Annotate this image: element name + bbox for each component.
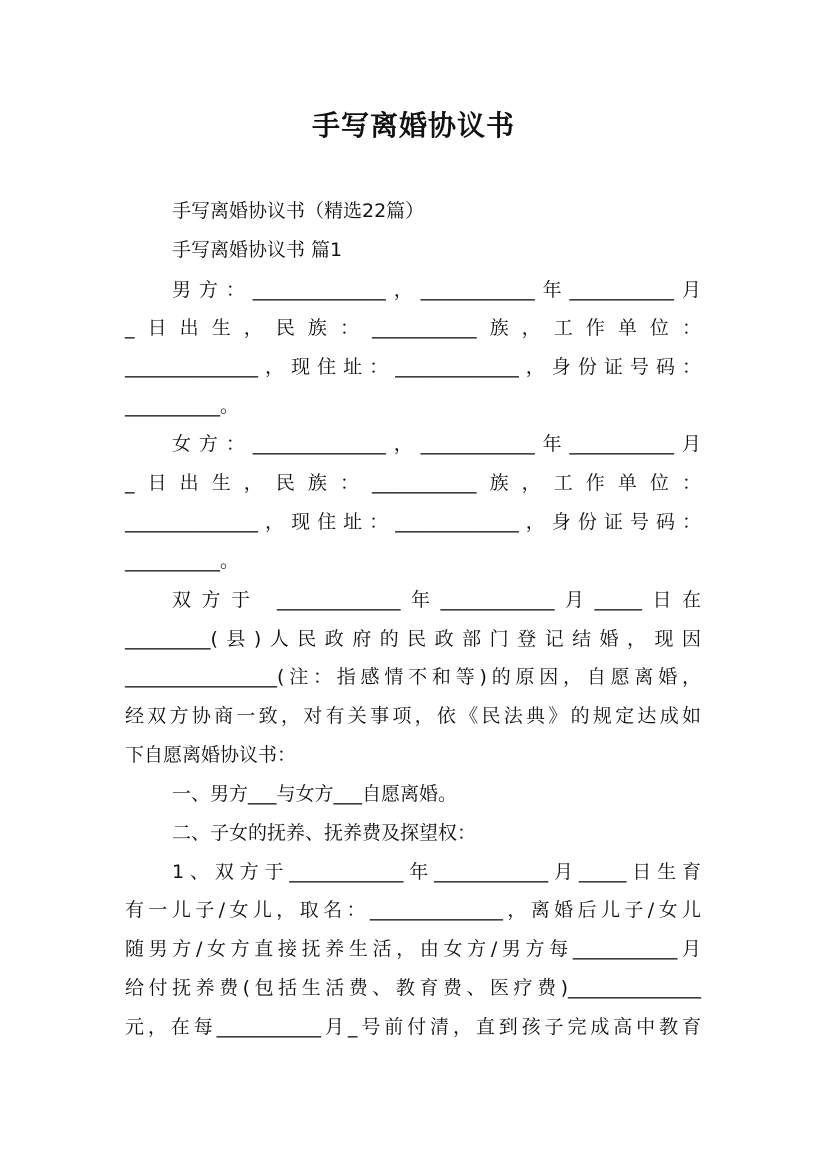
paragraph-line: 1、双方于____________年____________月_____日生育 bbox=[172, 861, 701, 883]
paragraph-line: _日出生，民族：___________族，工作单位： bbox=[125, 472, 701, 494]
clause-heading: 一、男方___与女方___自愿离婚。 bbox=[172, 783, 458, 805]
paragraph-line: 元，在每___________月_号前付清，直到孩子完成高中教育 bbox=[125, 1016, 701, 1038]
paragraph-line: __________。 bbox=[125, 550, 240, 572]
paragraph-line: 给付抚养费(包括生活费、教育费、医疗费)______________ bbox=[125, 977, 701, 999]
paragraph-line: 随男方/女方直接抚养生活，由女方/男方每___________月 bbox=[125, 938, 701, 960]
paragraph-line: 有一儿子/女儿，取名：______________，离婚后儿子/女儿 bbox=[125, 899, 701, 921]
clause-heading: 二、子女的抚养、抚养费及探望权： bbox=[172, 822, 477, 844]
paragraph-line: ______________，现住址：_____________，身份证号码： bbox=[125, 356, 701, 378]
paragraph-line: _________(县)人民政府的民政部门登记结婚，现因 bbox=[125, 628, 701, 650]
paragraph-line: 男方：______________，____________年___________月 bbox=[172, 279, 701, 301]
paragraph-line: 双方于 _____________年____________月_____日在 bbox=[172, 589, 701, 611]
document-subtitle: 手写离婚协议书（精选22篇） bbox=[172, 200, 425, 222]
paragraph-line: 女方：______________，____________年___________月 bbox=[172, 433, 701, 455]
paragraph-line: __________。 bbox=[125, 395, 240, 417]
paragraph-line: 经双方协商一致，对有关事项，依《民法典》的规定达成如 bbox=[125, 705, 701, 727]
paragraph-line: _日出生，民族：___________族，工作单位： bbox=[125, 317, 701, 339]
paragraph-line: 下自愿离婚协议书： bbox=[125, 744, 297, 766]
document-title: 手写离婚协议书 bbox=[311, 109, 515, 142]
section-heading: 手写离婚协议书 篇1 bbox=[172, 239, 343, 261]
paragraph-line: ________________(注：指感情不和等)的原因，自愿离婚， bbox=[125, 666, 701, 688]
paragraph-line: ______________，现住址：_____________，身份证号码： bbox=[125, 511, 701, 533]
